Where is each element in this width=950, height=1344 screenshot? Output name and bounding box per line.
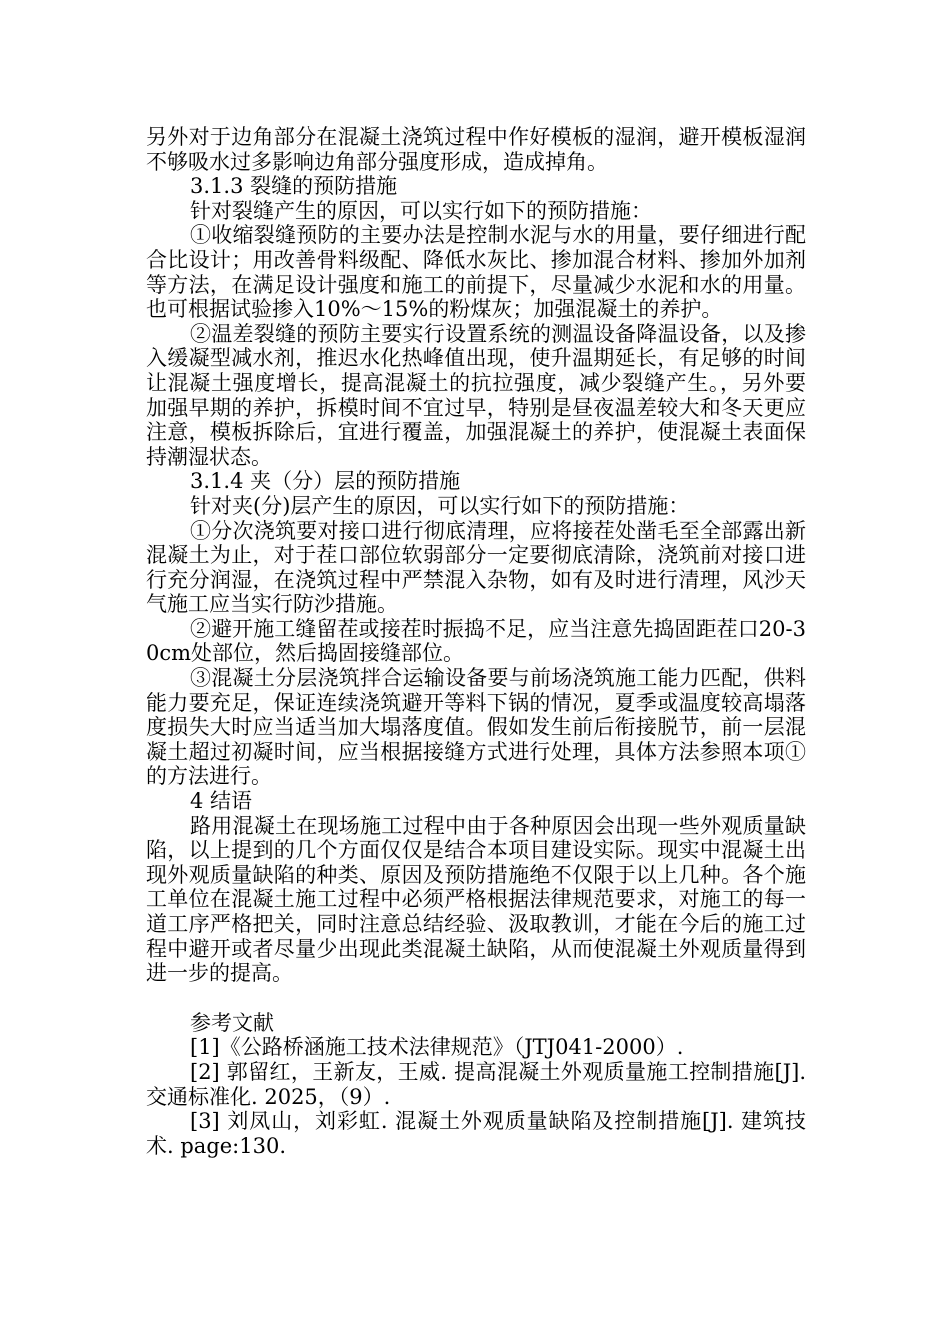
reference-item: [1]《公路桥涵施工技术法律规范》（JTJ041-2000）. (190, 1035, 684, 1060)
paragraph-crack-intro: 针对裂缝产生的原因，可以实行如下的预防措施： (190, 198, 652, 223)
paragraph-layer-item-2: ②避开施工缝留茬或接茬时振捣不足，应当注意先捣固距茬口20-30cm处部位，然后捣固接缝部位。 (146, 616, 806, 666)
reference-item: [2] 郭留红，王新友，王威. 提高混凝土外观质量施工控制措施[J]. 交通标准化. 2025，（9）. (146, 1059, 806, 1109)
paragraph-corner-protection: 另外对于边角部分在混凝土浇筑过程中作好模板的湿润，避开模板湿润不够吸水过多影响边角部分强度形成，造成掉角。 (146, 125, 806, 174)
references-title: 参考文献 (190, 1010, 274, 1035)
paragraph-temperature-crack: ②温差裂缝的预防主要实行设置系统的测温设备降温设备，以及掺入缓凝型减水剂，推迟水化热峰值出现，使升温期延长，有足够的时间让混凝土强度增长，提高混凝土的抗拉强度，减少裂缝产生。，另外要加强早期的养护，拆模时间不宜过早，特别是昼夜温差较大和冬天更应注意，模板拆除后，宜进行覆盖，加强混凝土的养护，使混凝土表面保持潮湿状态。 (146, 321, 806, 469)
section-heading-conclusion: 4 结语 (190, 789, 253, 814)
paragraph-conclusion: 路用混凝土在现场施工过程中由于各种原因会出现一些外观质量缺陷，以上提到的几个方面仅仅是结合本项目建设实际。现实中混凝土出现外观质量缺陷的种类、原因及预防措施绝不仅限于以上几种。各个施工单位在混凝土施工过程中必须严格根据法律规范要求，对施工的每一道工序严格把关，同时注意总结经验、汲取教训，才能在今后的施工过程中避开或者尽量少出现此类混凝土缺陷，从而使混凝土外观质量得到进一步的提高。 (146, 813, 806, 986)
paragraph-layer-item-1: ①分次浇筑要对接口进行彻底清理，应将接茬处凿毛至全部露出新混凝土为止，对于茬口部位软弱部分一定要彻底清除，浇筑前对接口进行充分润湿，在浇筑过程中严禁混入杂物，如有及时进行清理，风沙天气施工应当实行防沙措施。 (146, 518, 806, 617)
section-heading-3-1-4: 3.1.4 夹（分）层的预防措施 (190, 469, 461, 494)
reference-item: [3] 刘凤山，刘彩虹. 混凝土外观质量缺陷及控制措施[J]. 建筑技术. page:130. (146, 1109, 806, 1158)
paragraph-shrinkage-crack: ①收缩裂缝预防的主要办法是控制水泥与水的用量，要仔细进行配合比设计；用改善骨料级配、降低水灰比、掺加混合材料、掺加外加剂等方法，在满足设计强度和施工的前提下，尽量减少水泥和水的用量。也可根据试验掺入10%～15%的粉煤灰；加强混凝土的养护。 (146, 223, 806, 322)
paragraph-layer-item-3: ③混凝土分层浇筑拌合运输设备要与前场浇筑施工能力匹配，供料能力要充足，保证连续浇筑避开等料下锅的情况，夏季或温度较高塌落度损失大时应当适当加大塌落度值。假如发生前后衔接脱节，前一层混凝土超过初凝时间，应当根据接缝方式进行处理，具体方法参照本项①的方法进行。 (146, 666, 806, 789)
document-body (146, 125, 806, 1158)
paragraph-layer-intro: 针对夹(分)层产生的原因，可以实行如下的预防措施： (190, 493, 690, 518)
spacer (146, 986, 806, 1011)
section-heading-3-1-3: 3.1.3 裂缝的预防措施 (190, 174, 398, 199)
